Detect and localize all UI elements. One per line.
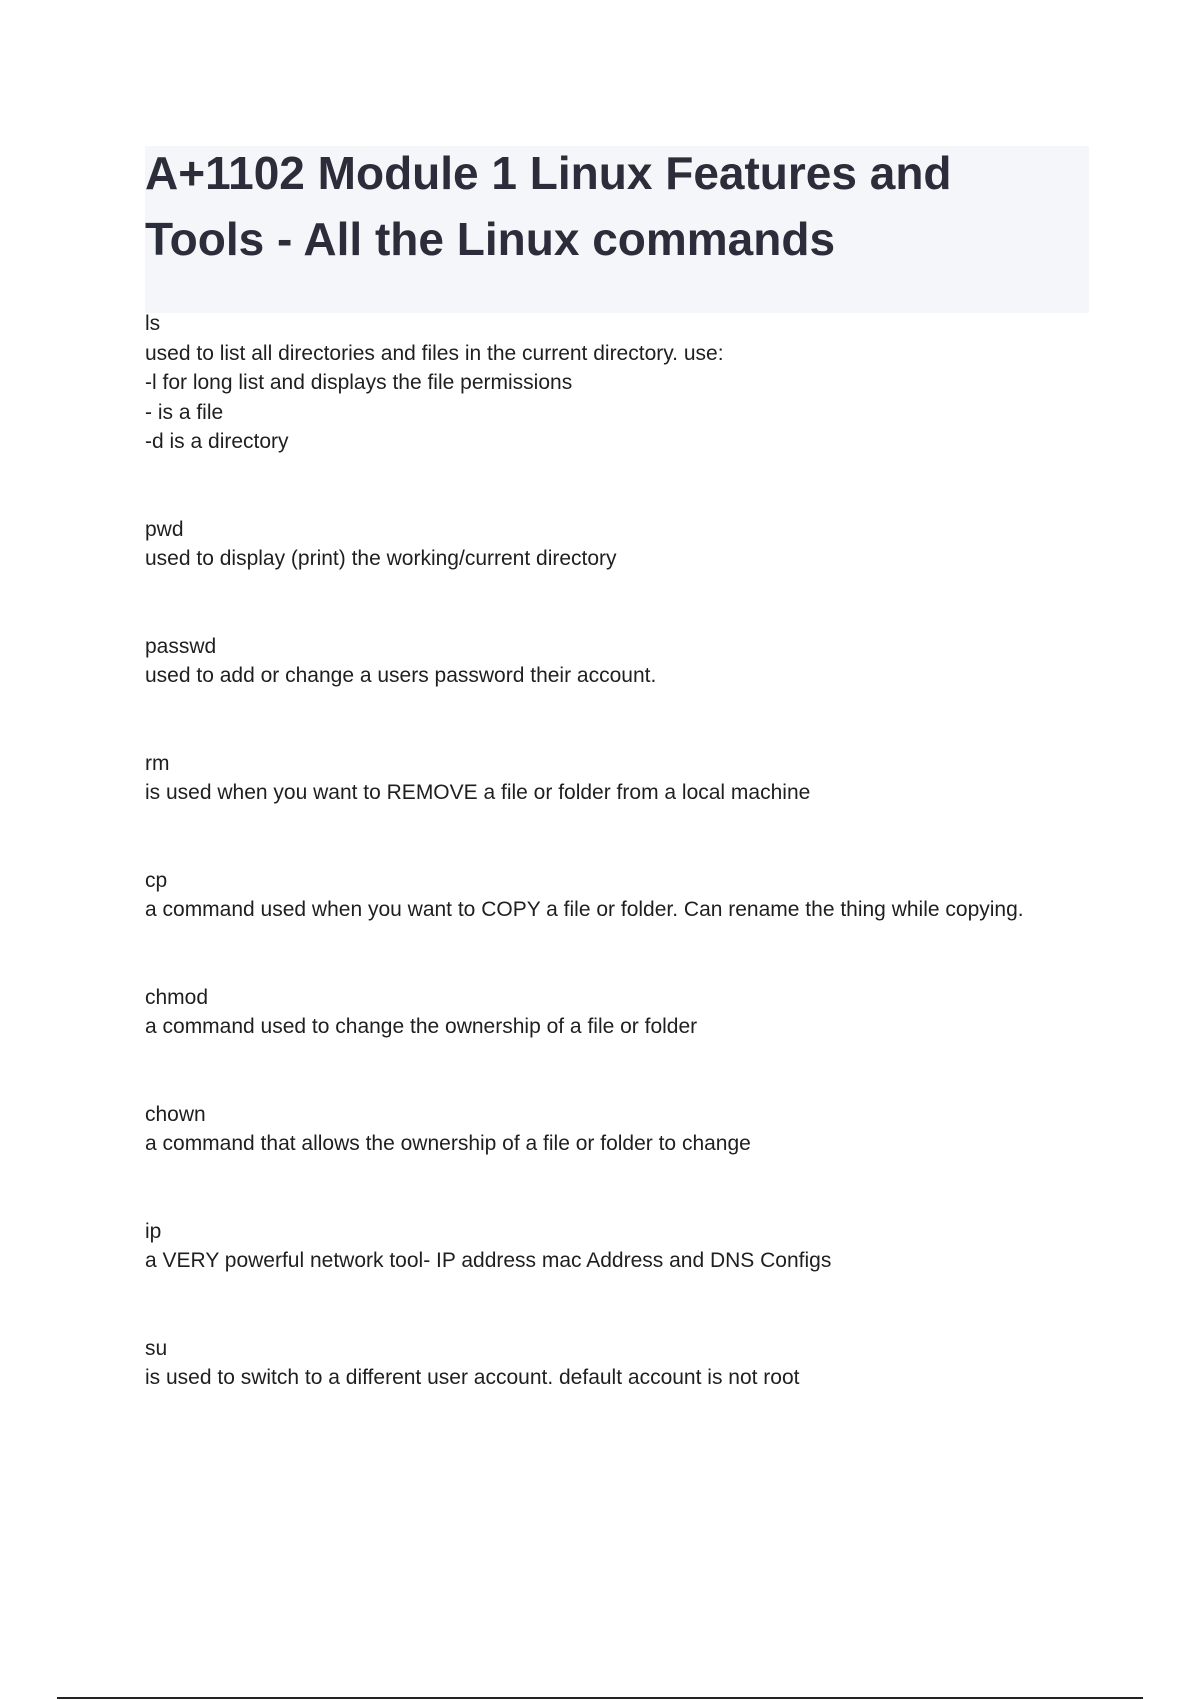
term-list — [145, 309, 1105, 1393]
term-definition: is used to switch to a different user account. default account is not root — [145, 1366, 800, 1389]
footer-divider — [57, 1697, 1143, 1699]
document-title: A+1102 Module 1 Linux Features and Tools - All the Linux commands — [145, 147, 952, 265]
term-entry — [145, 1334, 1105, 1393]
term-entry — [145, 632, 1105, 691]
term-entry — [145, 1217, 1105, 1276]
term-name: pwd — [145, 517, 184, 541]
term-definition: a VERY powerful network tool- IP address mac Address and DNS Configs — [145, 1249, 832, 1272]
term-definition: used to add or change a users password their account. — [145, 664, 657, 687]
term-name: cp — [145, 868, 168, 892]
term-entry — [145, 309, 1105, 457]
term-definition: a command used to change the ownership of a file or folder — [145, 1015, 698, 1038]
term-name: chown — [145, 1102, 206, 1126]
term-name: ip — [145, 1219, 162, 1243]
term-name: passwd — [145, 634, 217, 658]
term-definition: a command that allows the ownership of a file or folder to change — [145, 1132, 751, 1155]
term-entry — [145, 1100, 1105, 1159]
term-entry — [145, 866, 1105, 925]
term-definition: -d is a directory — [145, 430, 289, 453]
term-definition: used to list all directories and files in the current directory. use: — [145, 341, 724, 365]
term-entry — [145, 983, 1105, 1042]
term-name: chmod — [145, 985, 209, 1009]
term-definition: is used when you want to REMOVE a file or folder from a local machine — [145, 781, 811, 804]
term-definition: -l for long list and displays the file permissions — [145, 371, 573, 394]
term-definition: used to display (print) the working/current directory — [145, 547, 617, 570]
term-entry — [145, 515, 1105, 574]
term-name: su — [145, 1336, 168, 1360]
term-entry — [145, 749, 1105, 808]
term-definition: - is a file — [145, 400, 224, 424]
term-name: rm — [145, 751, 170, 775]
term-definition: a command used when you want to COPY a file or folder. Can rename the thing while copying. — [145, 898, 1024, 921]
term-name: ls — [145, 312, 161, 335]
